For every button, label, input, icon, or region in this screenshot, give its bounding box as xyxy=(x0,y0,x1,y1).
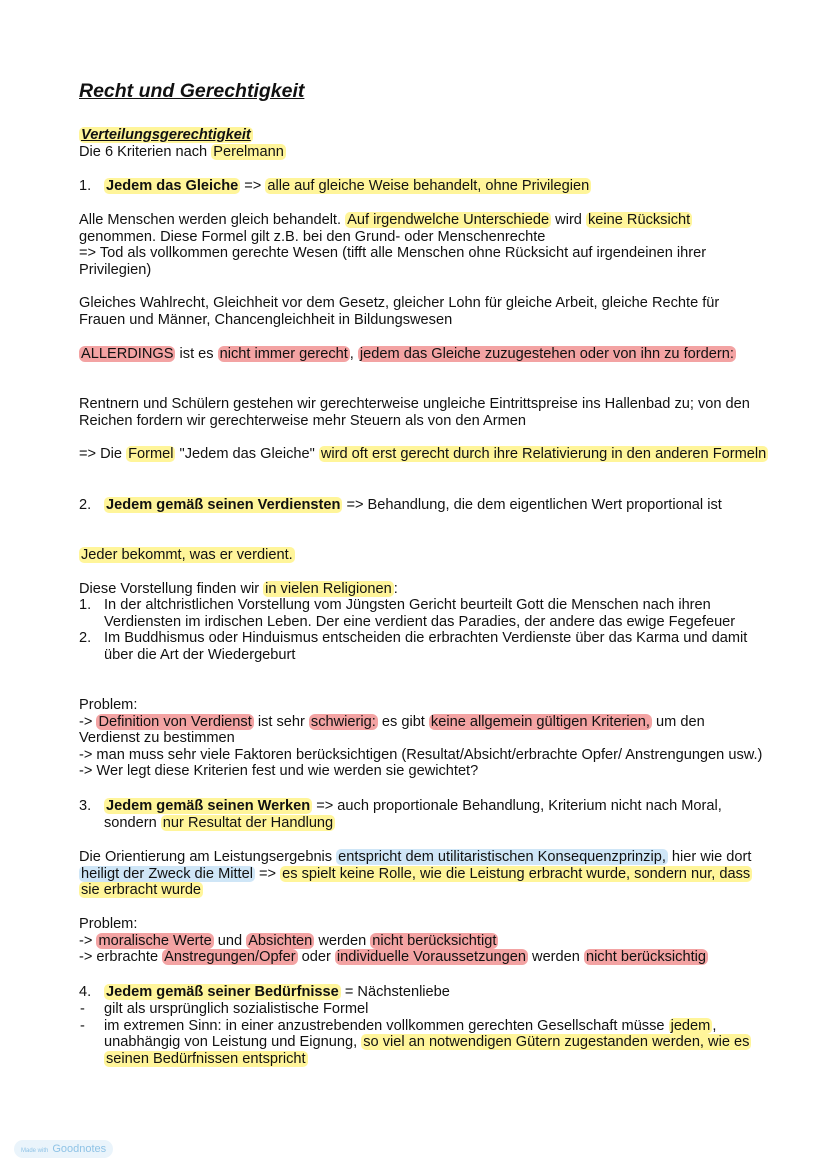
section-header xyxy=(79,127,769,160)
paragraph-examples: Gleiches Wahlrecht, Gleichheit vor dem Gesetz, gleicher Lohn für gleiche Arbeit, gleiche Rechte für Frauen und Männer, Chancengleichheit in Bildungswesen xyxy=(79,295,720,328)
problem-1: Problem: -> Definition von Verdienst ist sehr schwierig: es gibt keine allgemein gültigen Kriterien, um den Verdienst zu bestimmen -> man muss sehr viele Faktoren berücksichtigen (Resultat/Absicht/erbrachte Opfer/ Anstrengungen usw.) -> Wer legt diese Kriterien fest und wie werden sie gewichtet? xyxy=(79,697,763,780)
paragraph-formel: => Die Formel "Jedem das Gleiche" wird oft erst gerecht durch ihre Relativierung in den anderen Formeln xyxy=(79,446,767,462)
problem-2: Problem: -> moralische Werte und Absichten werden nicht berücksichtigt -> erbrachte Anstregungen/Opfer oder individuelle Voraussetzungen werden nicht berücksichtig xyxy=(79,916,707,966)
list-item: - im extremen Sinn: in einer anzustrebenden vollkommen gerechten Gesellschaft müsse jedem , unabhängig von Leistung und Eignung, so viel an notwendigen Gütern zugestanden werden, wie es seinen Bedürfnissen entspricht xyxy=(80,1017,750,1067)
paragraph-verdient: Jeder bekommt, was er verdient. xyxy=(81,547,293,563)
list-item: 1. In der altchristlichen Vorstellung vom Jüngsten Gericht beurteilt Gott die Menschen nach ihren Verdiensten im irdischen Leben. Der eine verdient das Paradies, der andere das ewige Fegefeuer xyxy=(79,597,736,630)
page-title: Recht und Gerechtigkeit xyxy=(79,80,305,102)
criterion-4-list xyxy=(79,1001,769,1067)
criterion-1: 1. Jedem das Gleiche => alle auf gleiche Weise behandelt, ohne Privilegien xyxy=(79,178,590,194)
criterion-3: 3. Jedem gemäß seinen Werken => auch proportionale Behandlung, Kriterium nicht nach Moral, sondern nur Resultat der Handlung xyxy=(79,798,722,831)
paragraph-leistung: Die Orientierung am Leistungsergebnis entspricht dem utilitaristischen Konsequenzprinzip, hier wie dort heiligt der Zweck die Mittel => es spielt keine Rolle, wie die Leistung erbracht wurde, sondern nur, dass sie erbracht wurde xyxy=(79,849,752,899)
criterion-4: 4. Jedem gemäß seiner Bedürfnisse = Nächstenliebe xyxy=(79,984,450,1000)
goodnotes-badge: Made with Goodnotes xyxy=(14,1140,113,1158)
religion-list xyxy=(79,597,769,663)
list-item: 2. Im Buddhismus oder Hinduismus entscheiden die erbrachten Verdienste über das Karma und damit über die Art der Wiedergeburt xyxy=(79,630,748,663)
paragraph-equal-treatment: Alle Menschen werden gleich behandelt. Auf irgendwelche Unterschiede wird keine Rücksicht genommen. Diese Formel gilt z.B. bei den Grund- oder Menschenrechte => Tod als vollkommen gerechte Wesen (tifft alle Menschen ohne Rücksicht auf irgendeinen ihrer Privilegien) xyxy=(79,212,707,278)
section-subtitle: Die 6 Kriterien nach Perelmann xyxy=(79,143,284,160)
criterion-2: 2. Jedem gemäß seinen Verdiensten => Behandlung, die dem eigentlichen Wert proportional ist xyxy=(79,497,722,513)
paragraph-religionen: Diese Vorstellung finden wir in vielen Religionen : xyxy=(79,581,398,597)
paragraph-rentner: Rentnern und Schülern gestehen wir gerechterweise ungleiche Eintrittspreise ins Hallenbad zu; von den Reichen fordern wir gerechterweise mehr Steuern als von den Armen xyxy=(79,396,750,429)
list-item: - gilt als ursprünglich sozialistische Formel xyxy=(80,1001,369,1017)
paragraph-allerdings: ALLERDINGS ist es nicht immer gerecht , jedem das Gleiche zuzugestehen oder von ihn zu fordern: xyxy=(81,346,734,362)
section-heading: Verteilungsgerechtigkeit xyxy=(81,127,251,143)
